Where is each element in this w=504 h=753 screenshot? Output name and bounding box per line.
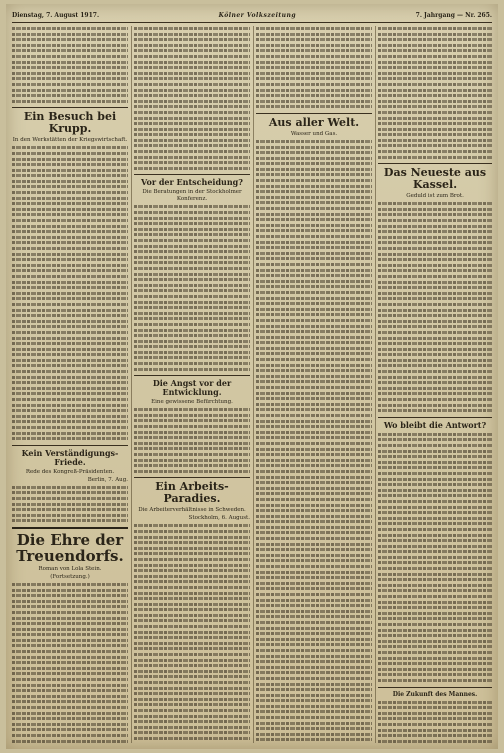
- column-rule: [253, 26, 254, 743]
- page-header: [12, 8, 492, 23]
- newspaper-page: [6, 4, 498, 749]
- subheadline-angst: Eine gewissene Befürchtung.: [151, 399, 233, 406]
- header-date: Dienstag, 7. August 1917.: [12, 11, 100, 19]
- article-body: [378, 26, 492, 160]
- article-body: [256, 26, 372, 110]
- columns: [12, 26, 492, 743]
- headline-paradies: Ein Arbeits-Paradies.: [155, 480, 229, 506]
- article-body: [134, 407, 250, 474]
- article-body: [134, 204, 250, 372]
- article-body: [256, 139, 372, 743]
- column-2: [134, 26, 250, 743]
- subheadline-verstaendigung: Rede des Kongreß-Präsidenten.: [25, 468, 115, 475]
- headline-verstaendigung: Kein Verständigungs-Friede.: [21, 447, 119, 467]
- subheadline-wasser: Wasser und Gas.: [290, 130, 338, 137]
- headline-kassel: Das Neueste aus Kassel.: [383, 166, 487, 192]
- headline-aus-aller-welt: Aus aller Welt.: [268, 115, 360, 129]
- column-rule: [131, 26, 132, 743]
- dateline: Berlin, 7. Aug.: [87, 476, 128, 483]
- headline-zukunft: Die Zukunft des Mannes.: [392, 690, 478, 698]
- article-body: [134, 26, 250, 171]
- subheadline-entscheidung: Die Beratungen in der Stockholmer Konferenz.: [142, 189, 242, 203]
- header-masthead: Kölner Volkszeitung: [218, 11, 297, 19]
- column-3: [256, 26, 372, 743]
- headline-antwort: Wo bleibt die Antwort?: [383, 419, 487, 430]
- column-4: [378, 26, 492, 743]
- article-body: [378, 700, 492, 743]
- headline-angst: Die Angst vor der Entwicklung.: [152, 378, 232, 398]
- article-body: [12, 485, 128, 524]
- column-1: [12, 26, 128, 743]
- article-body: [12, 26, 128, 104]
- dateline: Stockholm, 6. August.: [188, 515, 250, 522]
- column-rule: [375, 26, 376, 743]
- serial-author: Roman von Lola Stein.: [38, 565, 102, 572]
- headline-krupp: Ein Besuch bei Krupp.: [23, 110, 117, 136]
- article-body: [12, 145, 128, 441]
- headline-entscheidung: Vor der Entscheidung?: [141, 177, 243, 188]
- subheadline-kassel: Geduld ist zum Brot.: [406, 193, 464, 200]
- subheadline-paradies: Die Arbeiterverhältnisse in Schweden.: [138, 507, 246, 514]
- serial-note: (Fortsetzung.): [50, 573, 90, 580]
- header-issue: 7. Jahrgang — Nr. 265.: [415, 11, 492, 19]
- serial-body: [12, 582, 128, 743]
- article-body: [378, 201, 492, 414]
- article-body: [134, 523, 250, 743]
- serial-title: Die Ehre der Treuendorfs.: [16, 530, 124, 565]
- subheadline-krupp: In den Werkstätten der Kriegswirtschaft.: [12, 137, 128, 144]
- article-body: [378, 432, 492, 684]
